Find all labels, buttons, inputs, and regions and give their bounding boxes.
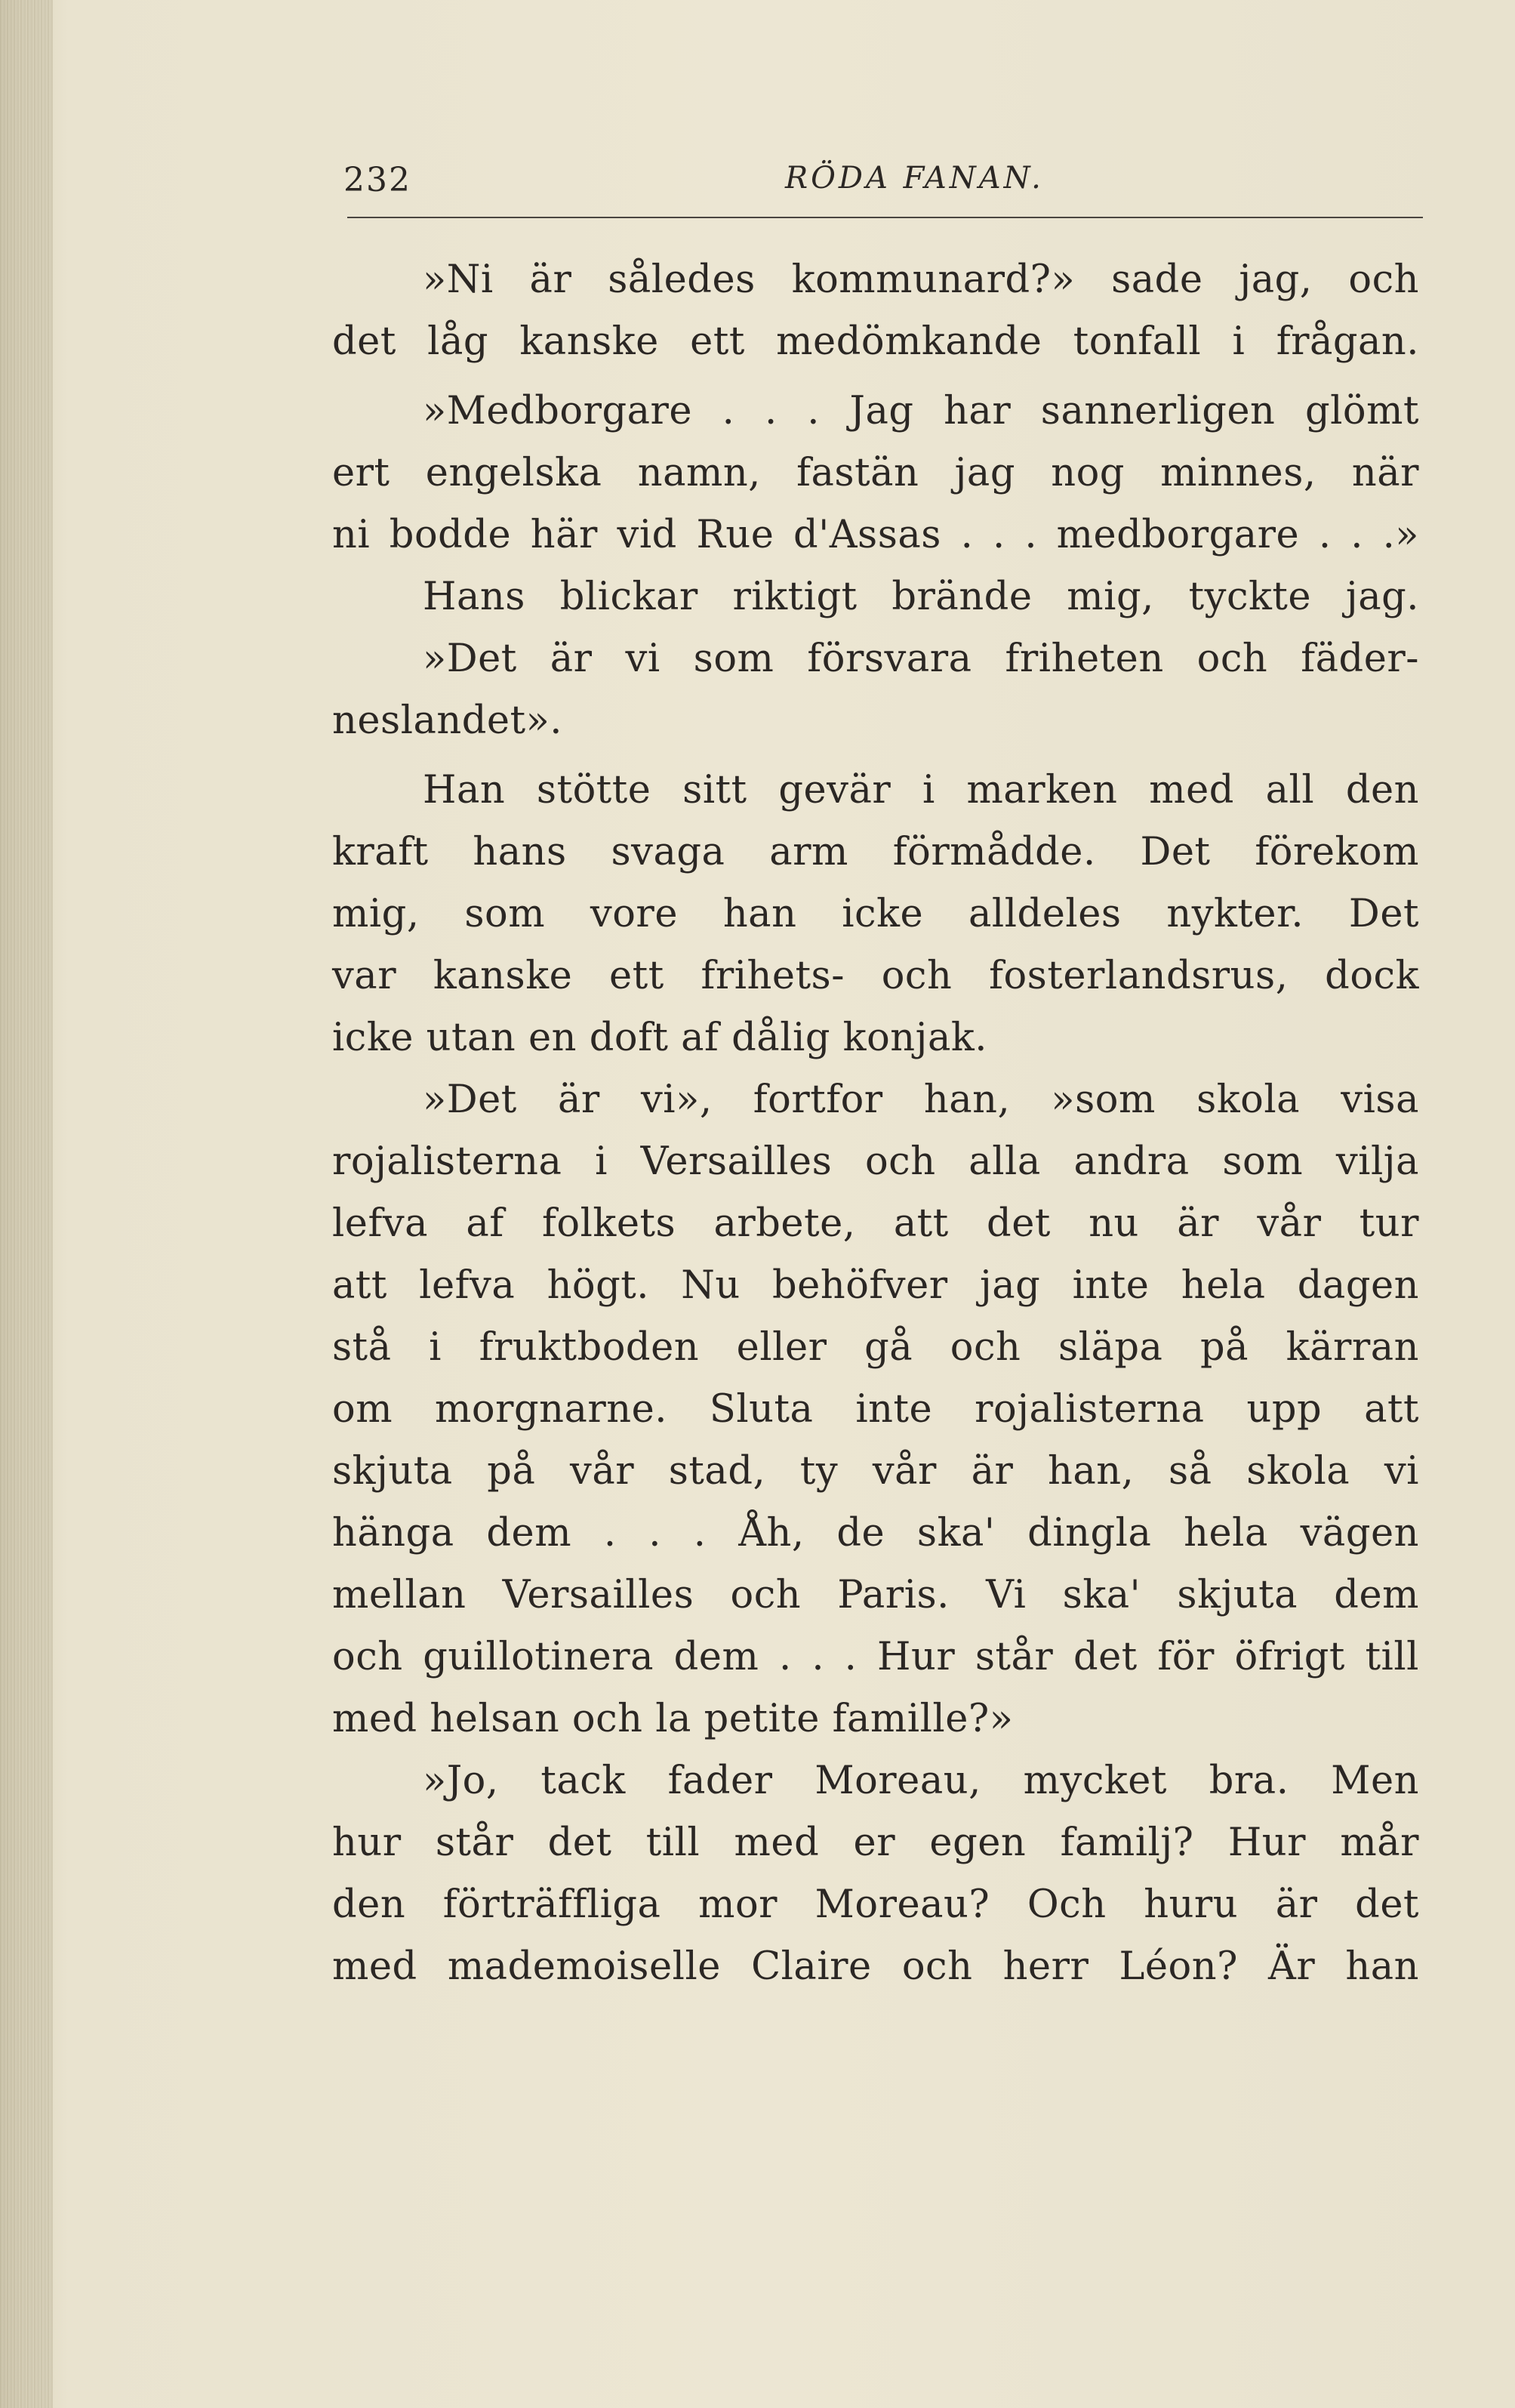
text-line: om morgnarne. Sluta inte rojalisterna upp att	[332, 1387, 1419, 1432]
text-line: att lefva högt. Nu behöfver jag inte hela dagen	[332, 1263, 1419, 1308]
page-header	[336, 155, 1423, 215]
text-line: var kanske ett frihets- och fosterlandsrus, dock	[332, 954, 1419, 998]
text-line: hur står det till med er egen familj? Hur mår	[332, 1821, 1419, 1865]
text-line: Han stötte sitt gevär i marken med all den	[423, 768, 1419, 812]
text-line: med helsan och la petite famille?»	[332, 1697, 1014, 1741]
text-line: stå i fruktboden eller gå och släpa på kärran	[332, 1325, 1419, 1370]
header-rule	[347, 217, 1423, 218]
text-line: hänga dem . . . Åh, de ska' dingla hela vägen	[332, 1511, 1419, 1555]
text-line: »Det är vi», fortfor han, »som skola visa	[423, 1078, 1419, 1122]
text-line: den förträffliga mor Moreau? Och huru är det	[332, 1882, 1419, 1927]
text-line: med mademoiselle Claire och herr Léon? Är han	[332, 1944, 1419, 1989]
text-line: skjuta på vår stad, ty vår är han, så skola vi	[332, 1449, 1419, 1494]
text-line: det låg kanske ett medömkande tonfall i frågan.	[332, 319, 1419, 364]
text-line: lefva af folkets arbete, att det nu är vår tur	[332, 1201, 1419, 1246]
text-line: kraft hans svaga arm förmådde. Det förekom	[332, 830, 1419, 874]
text-line: rojalisterna i Versailles och alla andra som vilja	[332, 1139, 1419, 1184]
text-line: icke utan en doft af dålig konjak.	[332, 1016, 987, 1060]
text-line: neslandet».	[332, 698, 563, 743]
text-line: mellan Versailles och Paris. Vi ska' skjuta dem	[332, 1573, 1419, 1617]
text-line: »Det är vi som försvara friheten och fäder-	[423, 637, 1419, 681]
text-line: och guillotinera dem . . . Hur står det för öfrigt till	[332, 1635, 1419, 1679]
text-line: mig, som vore han icke alldeles nykter. Det	[332, 892, 1419, 936]
text-line: »Ni är således kommunard?» sade jag, och	[423, 257, 1419, 302]
text-line: ni bodde här vid Rue d'Assas . . . medborgare . . .»	[332, 513, 1419, 557]
body-text	[332, 249, 1419, 1998]
running-head: RÖDA FANAN.	[785, 161, 1044, 196]
text-line: »Medborgare . . . Jag har sannerligen glömt	[423, 389, 1419, 433]
page-gutter	[0, 0, 53, 2408]
text-line: Hans blickar riktigt brände mig, tyckte jag.	[423, 575, 1419, 619]
text-line: »Jo, tack fader Moreau, mycket bra. Men	[423, 1759, 1419, 1803]
text-line: ert engelska namn, fastän jag nog minnes, när	[332, 451, 1419, 495]
page-number: 232	[343, 161, 411, 199]
